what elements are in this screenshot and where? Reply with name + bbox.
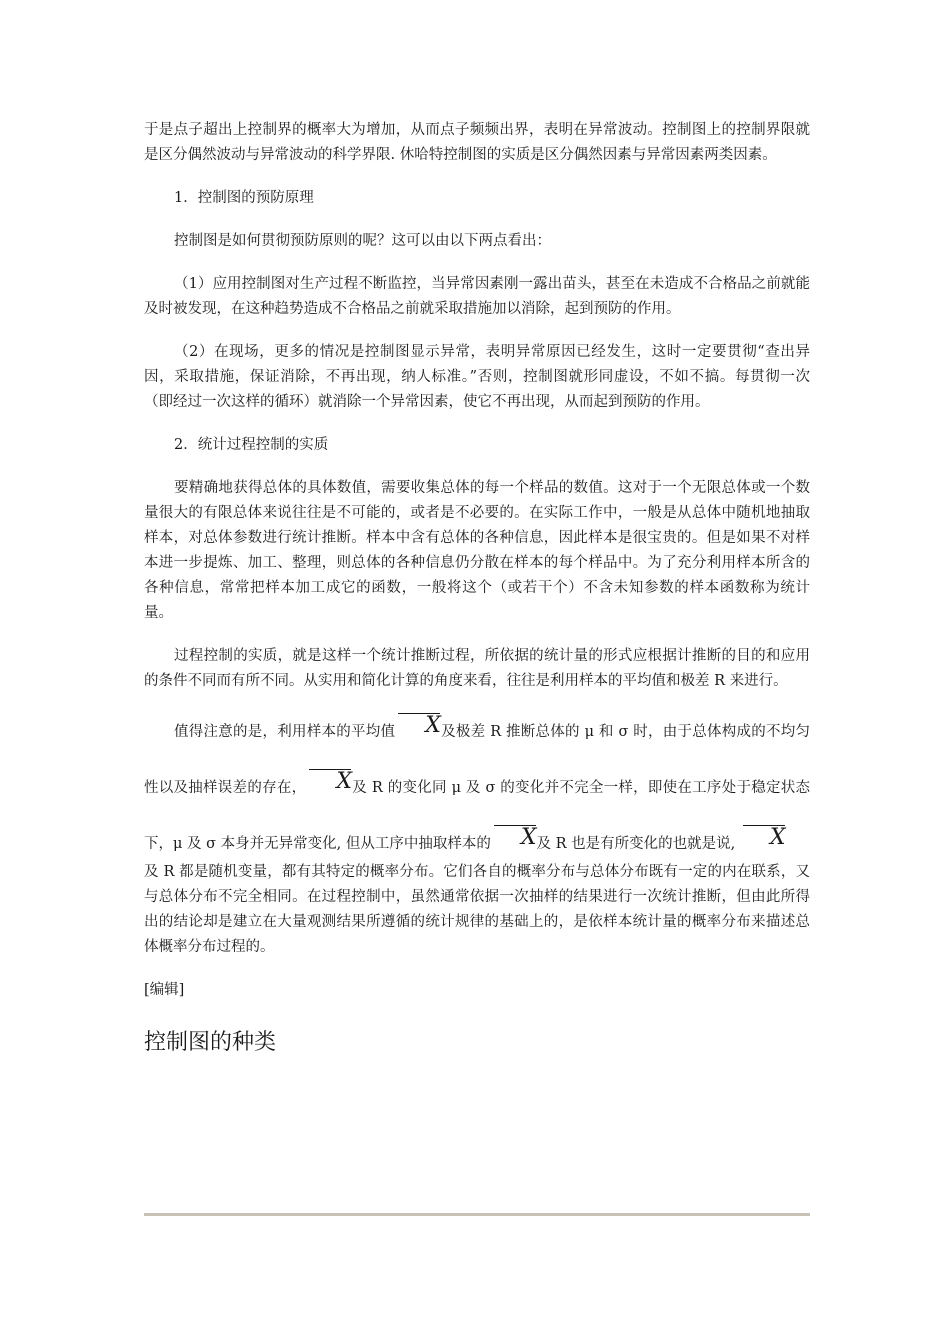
- note-text-3: 及 R 的变化同 μ 及 σ 的变化并不完全一样，即使在工序处于稳定状态下，μ 及 σ 本身并无异常变化, 但从工序中抽取样本的: [144, 780, 810, 852]
- paragraph-prevention-question: 控制图是如何贯彻预防原则的呢？这可以由以下两点看出：: [174, 233, 551, 249]
- heading-spc-essence: 2．统计过程控制的实质: [174, 437, 329, 453]
- paragraph-random-variables: 及 R 都是随机变量，都有其特定的概率分布。它们各自的概率分布与总体分布既有一定的内在联系，又与总体分布不完全相同。在过程控制中，虽然通常依据一次抽样的结果进行一次统计推断，但由此所得出的结论却是建立在大量观测结果所遵循的统计规律的基础上的，是依样本统计量的概率分布来描述总体概率分布过程的。: [144, 864, 810, 955]
- paragraph-point-1: （1）应用控制图对生产过程不断监控，当异常因素刚一露出苗头，甚至在未造成不合格品之前就能及时被发现，在这种趋势造成不合格品之前就采取措施加以消除，起到预防的作用。: [144, 276, 810, 317]
- paragraph-note: [144, 704, 810, 872]
- paragraph-point-2: （2）在现场，更多的情况是控制图显示异常，表明异常原因已经发生，这时一定要贯彻“查出异因，采取措施，保证消除，不再出现，纳人标准。”否则，控制图就形同虚设，不如不搞。每贯彻一次（即经过一次这样的循环）就消除一个异常因素，使它不再出现，从而起到预防的作用。: [144, 344, 810, 410]
- paragraph-sampling: 要精确地获得总体的具体数值，需要收集总体的每一个样品的数值。这对于一个无限总体或一个数量很大的有限总体来说往往是不可能的，或者是不必要的。在实际工作中，一般是从总体中随机地抽取样本，对总体参数进行统计推断。样本中含有总体的各种信息，因此样本是很宝贵的。但是如果不对样本进一步提炼、加工、整理，则总体的各种信息仍分散在样本的每个样品中。为了充分利用样本所含的各种信息，常常把样本加工成它的函数，一般将这个（或若干个）不含未知参数的样本函数称为统计量。: [144, 480, 810, 621]
- x-bar-symbol: X: [740, 827, 786, 849]
- note-text-4: 及 R 也是有所变化的也就是说,: [536, 836, 736, 852]
- section-title: 控制图的种类: [144, 1030, 277, 1055]
- x-bar-symbol: X: [395, 715, 441, 737]
- note-text-2: 及极差 R 推断总体的 μ 和 σ 时，由于总体构成的不均匀性以及抽样误差的存在，: [144, 724, 810, 796]
- edit-link[interactable]: [编辑]: [144, 982, 185, 998]
- section-divider: [144, 1213, 810, 1216]
- document-body: [144, 118, 810, 1056]
- paragraph-intro: 于是点子超出上控制界的概率大为增加，从而点子频频出界，表明在异常波动。控制图上的控制界限就是区分偶然波动与异常波动的科学界限. 休哈特控制图的实质是区分偶然因素与异常因素两类因素。: [144, 122, 810, 163]
- heading-prevention-principle: 1．控制图的预防原理: [174, 190, 314, 206]
- x-bar-symbol: X: [306, 771, 352, 793]
- note-text-1: 值得注意的是，利用样本的平均值: [174, 724, 396, 740]
- paragraph-process-control: 过程控制的实质，就是这样一个统计推断过程，所依据的统计量的形式应根据计推断的目的和应用的条件不同而有所不同。从实用和简化计算的角度来看，往往是利用样本的平均值和极差 R 来进行。: [144, 648, 810, 689]
- x-bar-symbol: X: [491, 827, 537, 849]
